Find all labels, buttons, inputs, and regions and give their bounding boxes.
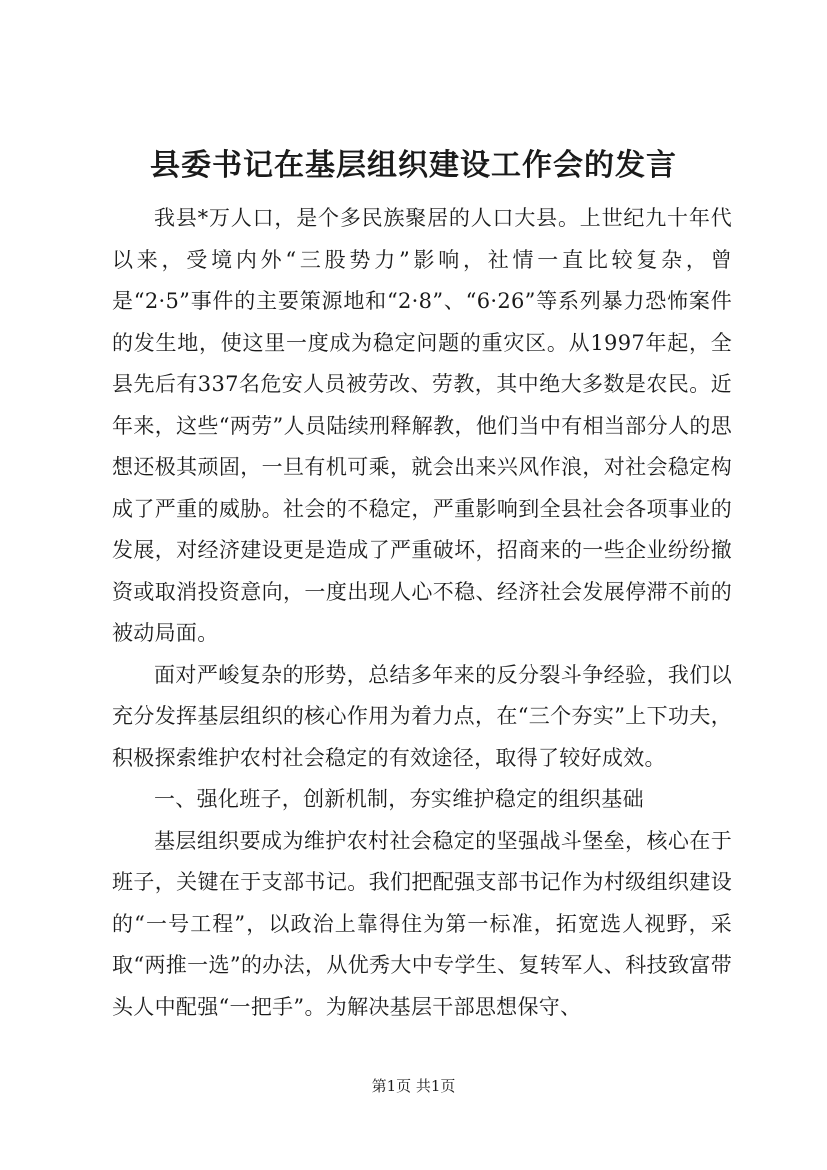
paragraph-1: 我县*万人口，是个多民族聚居的人口大县。上世纪九十年代以来，受境内外“三股势力”影响，社情一直比较复杂，曾是“2·5”事件的主要策源地和“2·8”、“6·26”等系列暴力恐怖案件的发生地，使这里一度成为稳定问题的重灾区。从1997年起，全县先后有337名危安人员被劳改、劳教，其中绝大多数是农民。近年来，这些“两劳”人员陆续刑释解教，他们当中有相当部分人的思想还极其顽固，一旦有机可乘，就会出来兴风作浪，对社会稳定构成了严重的威胁。社会的不稳定，严重影响到全县社会各项事业的发展，对经济建设更是造成了严重破坏，招商来的一些企业纷纷撤资或取消投资意向，一度出现人心不稳、经济社会发展停滞不前的被动局面。 (112, 206, 732, 645)
document-title: 县委书记在基层组织建设工作会的发言 (150, 148, 677, 183)
paragraph-2: 面对严峻复杂的形势，总结多年来的反分裂斗争经验，我们以充分发挥基层组织的核心作用为着力点，在“三个夯实”上下功夫，积极探索维护农村社会稳定的有效途径，取得了较好成效。 (112, 662, 732, 770)
paragraph-3: 基层组织要成为维护农村社会稳定的坚强战斗堡垒，核心在于班子，关键在于支部书记。我们把配强支部书记作为村级组织建设的“一号工程”，以政治上靠得住为第一标准，拓宽选人视野，采取“两推一选”的办法，从优秀大中专学生、复转军人、科技致富带头人中配强“一把手”。为解决基层干部思想保守、 (112, 828, 732, 1019)
document-body (112, 198, 732, 1028)
section-heading-1: 一、强化班子，创新机制，夯实维护稳定的组织基础 (154, 787, 644, 811)
page-footer: 第1页 共1页 (371, 1077, 456, 1095)
